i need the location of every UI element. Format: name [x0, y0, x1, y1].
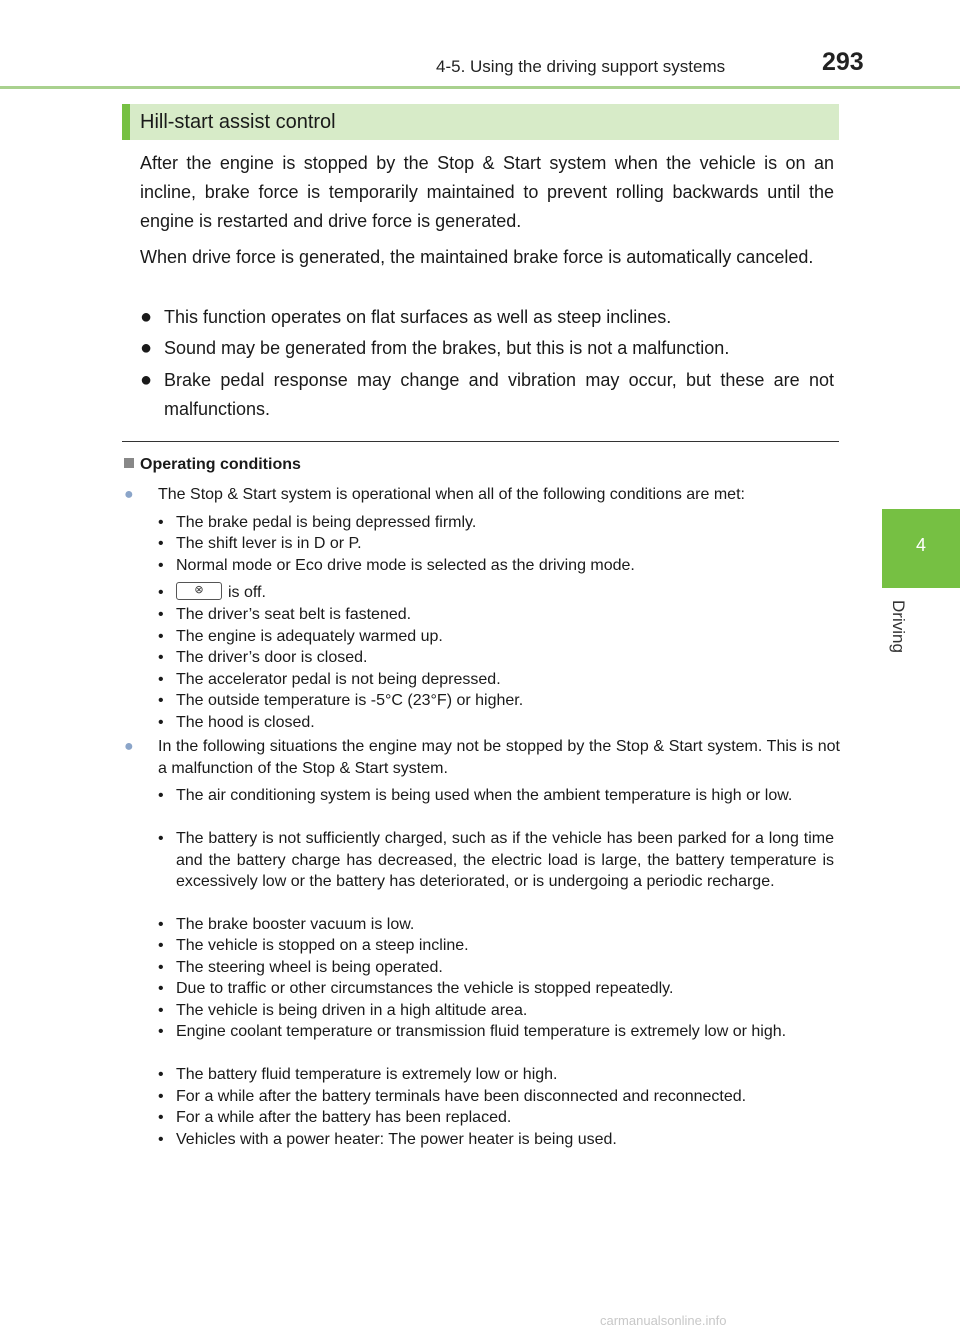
- chapter-label-wrap: [886, 600, 910, 680]
- section-divider: [122, 441, 839, 442]
- chapter-tab: [882, 509, 960, 588]
- note-bullet-icon: ●: [124, 486, 134, 503]
- running-header: 4-5. Using the driving support systems: [436, 57, 726, 76]
- stop-start-cancel-switch-icon: ⊗: [176, 582, 222, 600]
- note-1-text: The Stop & Start system is operational when all of the following conditions are met:: [158, 486, 745, 503]
- note-bullet-icon: ●: [124, 738, 134, 755]
- section-title-bar: [122, 104, 130, 140]
- paragraph-1: After the engine is stopped by the Stop & Start system when the vehicle is on an incline, brake force is temporarily maintained to prevent rolling backwards until the engine is restarted and drive force is generated.: [140, 153, 834, 231]
- notes-heading-text: Operating conditions: [140, 456, 301, 473]
- paragraph-2: When drive force is generated, the maintained brake force is automatically canceled.: [140, 247, 814, 267]
- section-title-box: [122, 104, 839, 140]
- bullet-item: [140, 366, 834, 426]
- section-title: Hill-start assist control: [140, 111, 336, 133]
- chapter-number: 4: [915, 535, 926, 555]
- bullet-text: This function operates on flat surfaces as well as steep inclines.: [164, 307, 672, 327]
- notes-heading: [124, 456, 301, 474]
- note-2-text: In the following situations the engine may not be stopped by the Stop & Start system. This is not a malfunction of the Stop & Start system.: [158, 738, 840, 777]
- round-bullet-icon: ●: [140, 369, 153, 391]
- square-bullet-icon: [124, 458, 134, 468]
- note-2: [124, 736, 840, 780]
- watermark: carmanualsonline.info: [600, 1313, 727, 1328]
- header-rule: [0, 86, 960, 89]
- bullet-text: Brake pedal response may change and vibration may occur, but these are not malfunctions.: [164, 370, 834, 419]
- chapter-label: Driving: [889, 600, 908, 653]
- round-bullet-icon: ●: [140, 306, 153, 328]
- page-number: 293: [822, 48, 864, 76]
- round-bullet-icon: ●: [140, 337, 153, 359]
- bullet-text: Sound may be generated from the brakes, but this is not a malfunction.: [164, 338, 730, 358]
